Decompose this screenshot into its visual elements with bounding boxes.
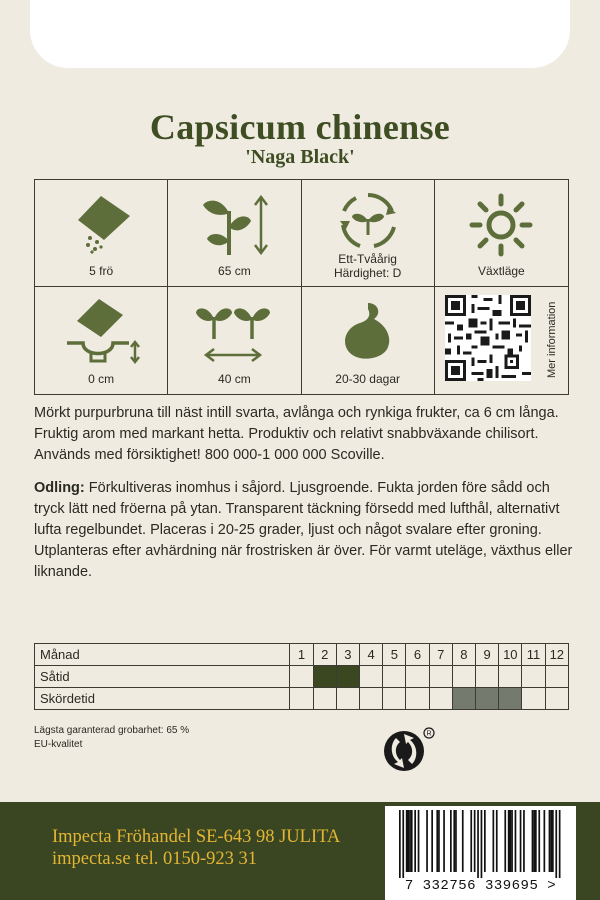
barcode-bar <box>438 810 440 872</box>
barcode <box>385 806 576 900</box>
month-3: 3 <box>336 644 359 666</box>
barcode-bar <box>511 810 513 872</box>
sun-position: Växtläge <box>478 264 525 278</box>
barcode-bar <box>520 810 522 872</box>
barcode-bar <box>455 810 457 872</box>
sow-cell-4 <box>360 666 383 688</box>
harvest-time-label: Skördetid <box>35 688 290 710</box>
barcode-bar <box>453 810 455 872</box>
harvest-cell-11 <box>522 688 545 710</box>
barcode-bar <box>552 810 554 872</box>
barcode-bar <box>431 810 433 872</box>
barcode-bar <box>496 810 498 872</box>
calendar-header-row <box>35 644 569 666</box>
barcode-bar <box>462 810 464 872</box>
sow-cell-3 <box>336 666 359 688</box>
month-1: 1 <box>290 644 313 666</box>
cultivation-text <box>34 478 574 583</box>
harvest-cell-6 <box>406 688 429 710</box>
sow-cell-5 <box>383 666 406 688</box>
harvest-cell-5 <box>383 688 406 710</box>
sowing-depth-icon <box>61 299 141 365</box>
barcode-bar <box>409 810 411 872</box>
cultivation-instructions: Förkultiveras inomhus i såjord. Ljusgroende. Fukta jorden före sådd och tryck lätt ned fröerna på ytan. Transparent täckning försedd med lufthål, alternativt lufta regelbundet. Placeras i 20-25 grader, ljust och något svalare efter groning. Utplanteras efter avhärdning när frostrisken är över. För varmt uteläge, växthus eller liknande. <box>34 480 573 580</box>
germination-guarantee: Lägsta garanterad grobarhet: 65 % <box>34 725 190 736</box>
seed-packet-icon <box>68 194 134 256</box>
harvest-cell-3 <box>336 688 359 710</box>
svg-text:R: R <box>426 730 432 738</box>
info-cell-depth <box>35 287 168 394</box>
seed-count: 5 frö <box>89 264 114 278</box>
info-cell-lifecycle <box>302 180 435 287</box>
green-dot-recycling-icon <box>382 726 438 776</box>
info-cell-seeds <box>35 180 168 287</box>
sow-cell-10 <box>499 666 522 688</box>
sow-cell-11 <box>522 666 545 688</box>
month-7: 7 <box>429 644 452 666</box>
barcode-bar <box>470 810 472 872</box>
info-cell-height <box>168 180 301 287</box>
sowing-time-label: Såtid <box>35 666 290 688</box>
lifecycle-type: Ett-Tvåårig <box>338 252 397 266</box>
barcode-bar <box>426 810 428 872</box>
barcode-bar <box>549 810 551 872</box>
month-5: 5 <box>383 644 406 666</box>
barcode-bar <box>550 810 552 872</box>
barcode-bar <box>523 810 525 872</box>
month-10: 10 <box>499 644 522 666</box>
barcode-bar <box>535 810 537 872</box>
company-contact: impecta.se tel. 0150-923 31 <box>52 849 257 869</box>
sow-cell-9 <box>476 666 499 688</box>
lifecycle-label <box>302 252 434 280</box>
harvest-cell-8 <box>452 688 475 710</box>
harvest-time-row <box>35 688 569 710</box>
harvest-cell-9 <box>476 688 499 710</box>
sun-icon <box>468 192 534 258</box>
month-12: 12 <box>545 644 568 666</box>
qr-code-icon[interactable] <box>445 295 531 381</box>
info-cell-germination <box>302 287 435 394</box>
barcode-bar <box>484 810 486 872</box>
info-grid <box>34 179 569 395</box>
info-cell-spacing <box>168 287 301 394</box>
info-cell-position <box>435 180 568 287</box>
plant-height-icon <box>199 193 269 257</box>
barcode-bar <box>510 810 512 872</box>
harvest-cell-7 <box>429 688 452 710</box>
sow-cell-1 <box>290 666 313 688</box>
barcode-bar <box>504 810 506 872</box>
barcode-number: 7 332756 339695 > <box>404 878 557 894</box>
harvest-cell-1 <box>290 688 313 710</box>
sow-cell-2 <box>313 666 336 688</box>
harvest-cell-12 <box>545 688 568 710</box>
more-info-label: Mer information <box>546 301 558 379</box>
barcode-bar <box>508 810 510 872</box>
barcode-bar <box>544 810 546 872</box>
germination-time: 20-30 dagar <box>335 372 400 386</box>
barcode-bar <box>474 810 476 872</box>
month-2: 2 <box>313 644 336 666</box>
barcode-bar <box>411 810 413 872</box>
barcode-bar <box>555 810 557 878</box>
barcode-bar <box>515 810 517 872</box>
barcode-bar <box>532 810 534 872</box>
company-address: Impecta Fröhandel SE-643 98 JULITA <box>52 827 341 847</box>
barcode-bar <box>443 810 445 872</box>
month-9: 9 <box>476 644 499 666</box>
sowing-time-row <box>35 666 569 688</box>
barcode-bar <box>559 810 561 878</box>
barcode-bar <box>477 810 479 878</box>
barcode-bar <box>406 810 408 872</box>
plant-spacing: 40 cm <box>218 372 251 386</box>
eu-quality: EU-kvalitet <box>34 739 83 750</box>
month-4: 4 <box>360 644 383 666</box>
hardiness-zone: Härdighet: D <box>333 266 402 280</box>
germination-icon <box>338 299 398 365</box>
barcode-bar <box>538 810 540 872</box>
month-header: Månad <box>35 644 290 666</box>
sow-cell-6 <box>406 666 429 688</box>
barcode-bar <box>418 810 420 872</box>
month-11: 11 <box>522 644 545 666</box>
description-text: Mörkt purpurbruna till näst intill svarta, avlånga och rynkiga frukter, ca 6 cm långa. Fruktig arom med markant hetta. Produktiv och relativt snabbväxande chilisort. Används med försiktighet! 800 000-1 000 000 Scoville. <box>34 405 559 463</box>
barcode-bar <box>402 810 404 878</box>
plant-spacing-icon <box>194 299 274 365</box>
plant-height: 65 cm <box>218 264 251 278</box>
description <box>34 403 574 583</box>
life-cycle-icon <box>336 189 400 253</box>
month-8: 8 <box>452 644 475 666</box>
packet-hanger-cutout <box>30 0 570 68</box>
barcode-bar <box>414 810 416 872</box>
harvest-cell-10 <box>499 688 522 710</box>
harvest-cell-4 <box>360 688 383 710</box>
barcode-bars <box>385 806 576 878</box>
variety-name: 'Naga Black' <box>245 146 355 168</box>
barcode-bar <box>436 810 438 872</box>
page-title: Capsicum chinense <box>149 107 451 147</box>
barcode-bar <box>399 810 401 878</box>
sowing-calendar <box>34 643 569 710</box>
sow-cell-12 <box>545 666 568 688</box>
sowing-depth: 0 cm <box>88 372 115 386</box>
cultivation-heading: Odling: <box>34 480 85 496</box>
month-6: 6 <box>406 644 429 666</box>
barcode-bar <box>408 810 410 872</box>
sow-cell-8 <box>452 666 475 688</box>
sow-cell-7 <box>429 666 452 688</box>
barcode-bar <box>493 810 495 872</box>
info-cell-qr[interactable] <box>435 287 568 394</box>
harvest-cell-2 <box>313 688 336 710</box>
barcode-bar <box>481 810 483 878</box>
company-info <box>52 826 340 870</box>
barcode-bar <box>533 810 535 872</box>
barcode-bar <box>450 810 452 872</box>
